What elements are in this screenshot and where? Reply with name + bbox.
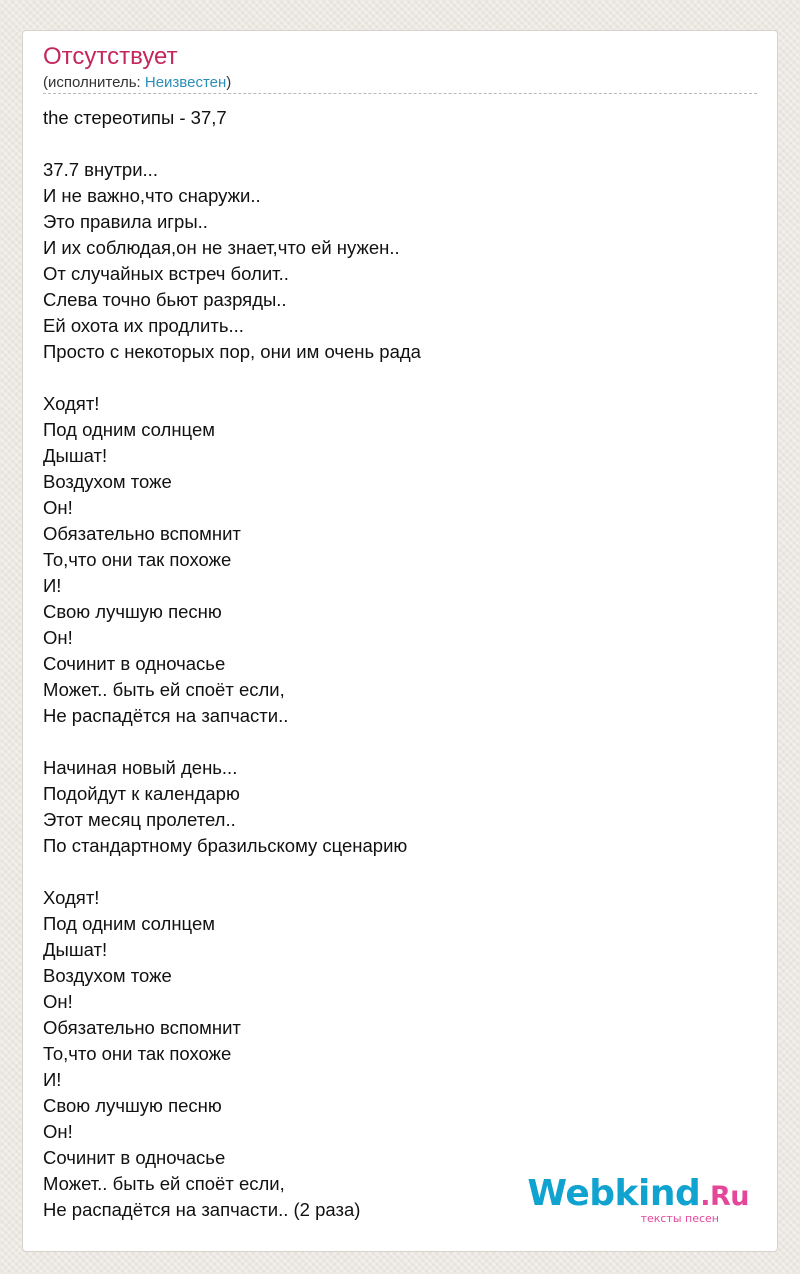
artist-link[interactable]: Неизвестен	[144, 74, 227, 91]
artist-suffix: )	[226, 74, 232, 91]
dashed-divider	[43, 93, 757, 94]
artist-prefix: (исполнитель:	[43, 74, 145, 91]
song-title: Отсутствует	[43, 43, 178, 70]
watermark-tagline: тексты песен	[640, 1212, 719, 1225]
watermark-logo	[527, 1173, 749, 1215]
artist-line	[43, 73, 231, 93]
lyrics-card	[22, 30, 778, 1252]
site-watermark	[527, 1173, 749, 1225]
lyrics-text: the стереотипы - 37,7 37.7 внутри... И не важно,что снаружи.. Это правила игры.. И их соблюдая,он не знает,что ей нужен.. От случайных встреч болит.. Слева точно бьют разряды.. Ей охота их продлить... Просто с некоторых пор, они им очень рада Ходят! Под одним солнцем Дышат! Воздухом тоже Он! Обязательно вспомнит То,что они так похоже И! Свою лучшую песню Он! Сочинит в одночасье Может.. быть ей споёт если, Не распадётся на запчасти.. Начиная новый день... Подойдут к календарю Этот месяц пролетел.. По стандартному бразильскому сценарию Ходят! Под одним солнцем Дышат! Воздухом тоже Он! Обязательно вспомнит То,что они так похоже И! Свою лучшую песню Он! Сочинит в одночасье Может.. быть ей споёт если, Не распадётся на запчасти.. (2 раза)	[43, 107, 421, 1220]
watermark-brand: Webkind	[527, 1173, 701, 1214]
watermark-tld: .Ru	[700, 1181, 749, 1212]
